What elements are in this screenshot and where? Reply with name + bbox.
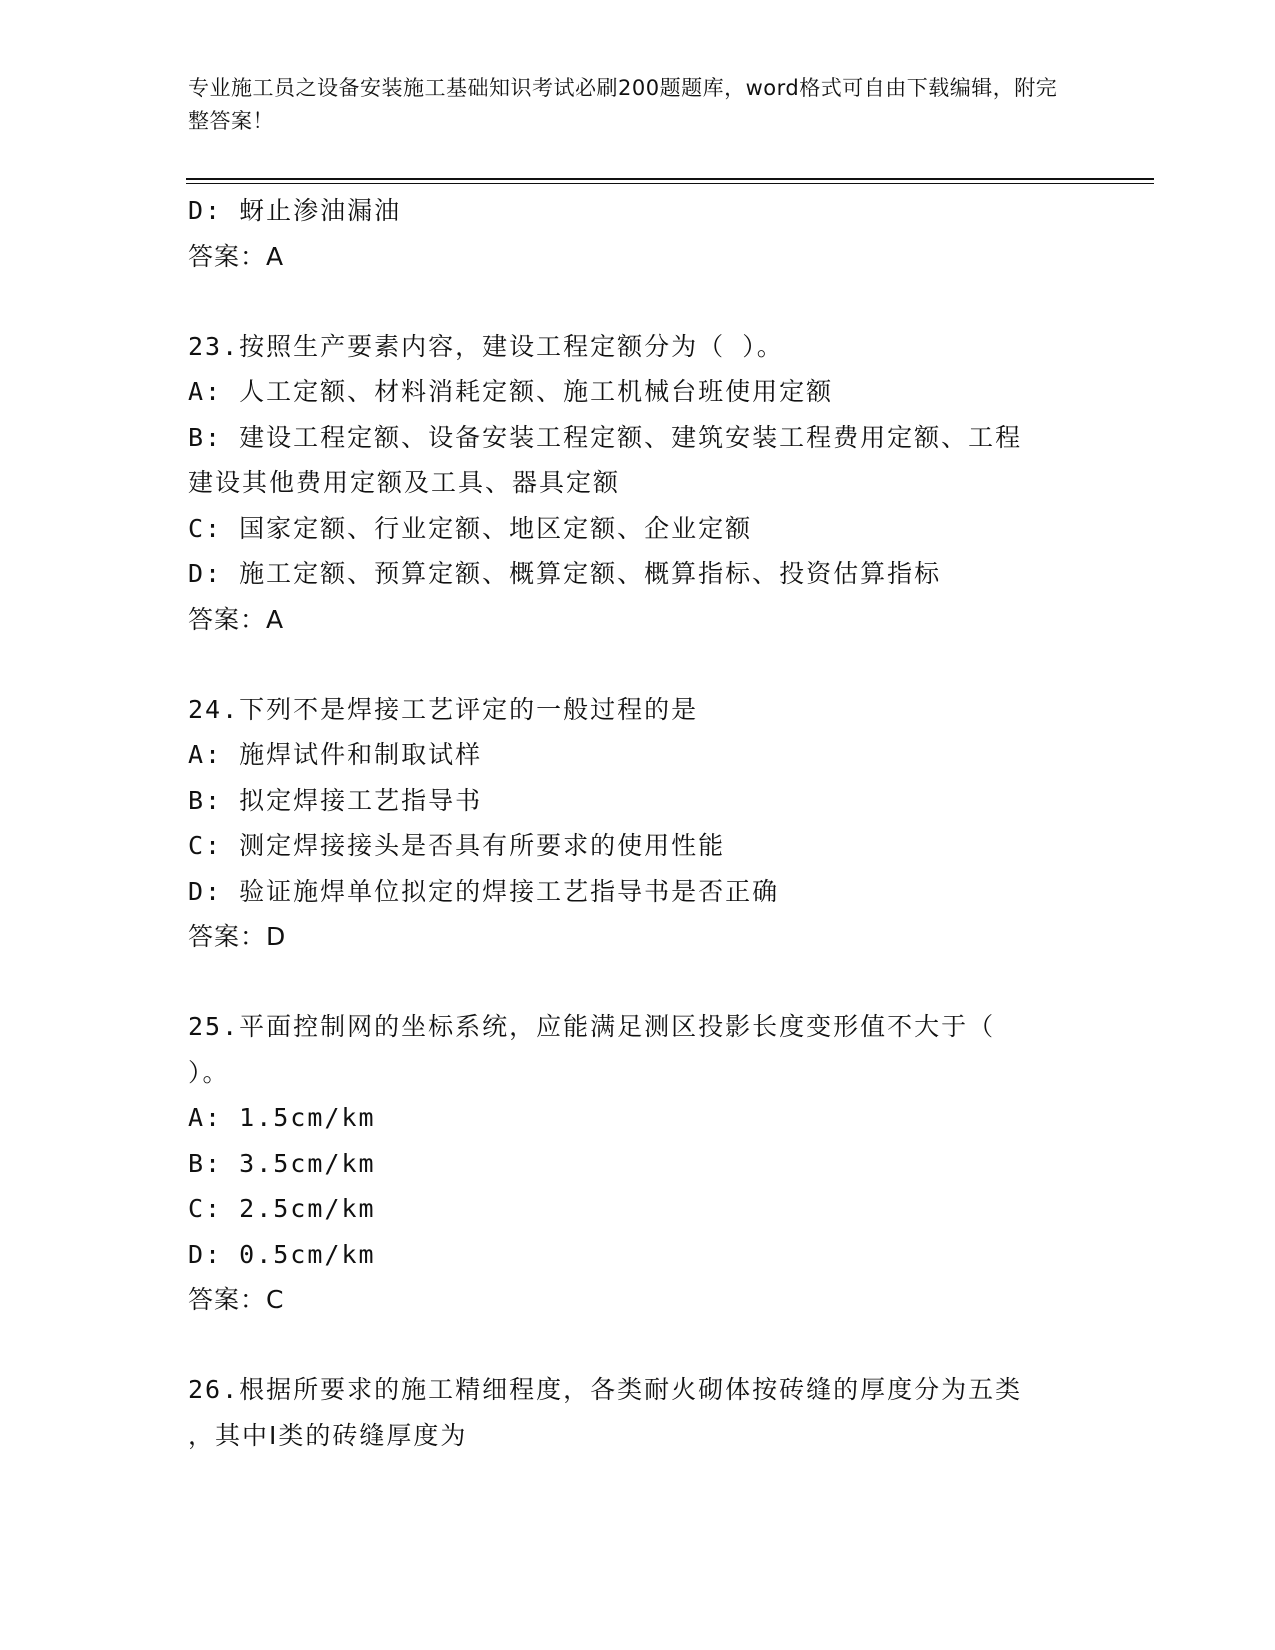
- question-text: 25.平面控制网的坐标系统，应能满足测区投影长度变形值不大于（: [188, 1012, 996, 1041]
- option-line: 建设其他费用定额及工具、器具定额: [188, 468, 621, 497]
- question-text: 24.下列不是焊接工艺评定的一般过程的是: [188, 694, 699, 724]
- option-line: C: 2.5cm/km: [188, 1194, 376, 1223]
- option-line: C: 国家定额、行业定额、地区定额、企业定额: [188, 513, 753, 543]
- page-header: [188, 72, 1068, 138]
- option-line: D: 蚜止渗油漏油: [188, 196, 402, 225]
- question-23: [188, 324, 1088, 643]
- option-line: D: 施工定额、预算定额、概算定额、概算指标、投资估算指标: [188, 559, 942, 588]
- answer-line: 答案：D: [188, 922, 287, 951]
- question-24: [188, 687, 1088, 961]
- question-list: [188, 188, 1088, 1458]
- option-line: B: 建设工程定额、设备安装工程定额、建筑安装工程费用定额、工程: [188, 422, 1023, 452]
- spacer: [188, 1323, 1088, 1367]
- option-line: D: 验证施焊单位拟定的焊接工艺指导书是否正确: [188, 876, 780, 906]
- answer-line: 答案：A: [188, 241, 285, 271]
- header-divider-thick: [186, 178, 1154, 180]
- question-text: ）。: [188, 1057, 230, 1087]
- option-line: A: 人工定额、材料消耗定额、施工机械台班使用定额: [188, 377, 834, 406]
- question-25: [188, 1004, 1088, 1323]
- option-line: A: 1.5cm/km: [188, 1103, 376, 1132]
- question-22-tail: [188, 188, 1088, 280]
- option-line: C: 测定焊接接头是否具有所要求的使用性能: [188, 831, 726, 860]
- answer-line: 答案：A: [188, 604, 285, 634]
- spacer: [188, 643, 1088, 687]
- question-text: 23.按照生产要素内容，建设工程定额分为（ ）。: [188, 331, 784, 361]
- option-line: B: 3.5cm/km: [188, 1148, 376, 1178]
- question-26: [188, 1367, 1088, 1458]
- spacer: [188, 280, 1088, 324]
- spacer: [188, 960, 1088, 1004]
- option-line: D: 0.5cm/km: [188, 1239, 376, 1269]
- answer-line: 答案：C: [188, 1285, 285, 1314]
- option-line: A: 施焊试件和制取试样: [188, 740, 483, 769]
- question-text: 26.根据所要求的施工精细程度，各类耐火砌体按砖缝的厚度分为五类: [188, 1375, 1023, 1404]
- header-divider-thin: [186, 183, 1154, 184]
- option-line: B: 拟定焊接工艺指导书: [188, 785, 483, 815]
- document-title: 专业施工员之设备安装施工基础知识考试必刷200题题库，word格式可自由下载编辑，附完整答案！: [188, 76, 1058, 133]
- question-text: ，其中Ⅰ类的砖缝厚度为: [188, 1420, 468, 1450]
